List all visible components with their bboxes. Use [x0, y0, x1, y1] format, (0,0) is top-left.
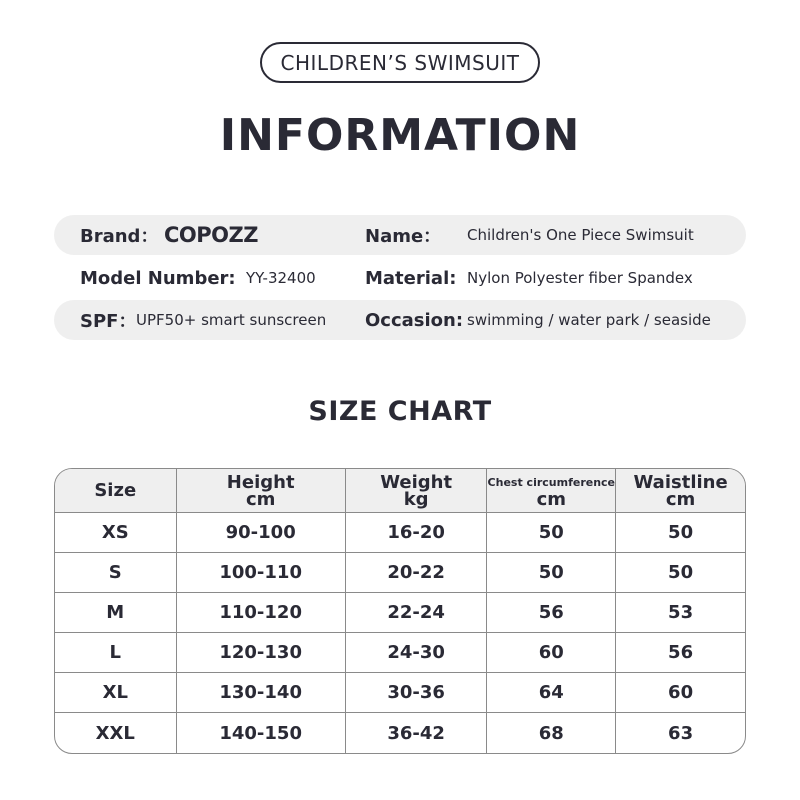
table-row	[55, 713, 745, 753]
occasion-value: swimming / water park / seaside	[467, 311, 711, 329]
weight-cell: 36-42	[346, 713, 488, 753]
header-weight: Weight kg	[346, 469, 488, 513]
table-row	[55, 633, 745, 673]
waistline-cell: 53	[616, 593, 745, 633]
size-chart-table	[54, 468, 746, 754]
weight-cell: 24-30	[346, 633, 488, 673]
size-cell: XL	[55, 673, 177, 713]
model-number-value: YY-32400	[246, 269, 316, 287]
size-chart-header-row	[55, 469, 745, 513]
spf-label: SPF：	[80, 311, 137, 332]
table-row	[55, 553, 745, 593]
header-size: Size	[55, 469, 177, 513]
waistline-cell: 50	[616, 553, 745, 593]
product-category-tag: CHILDREN’S SWIMSUIT	[260, 42, 540, 83]
weight-cell: 16-20	[346, 513, 488, 553]
name-label: Name：	[365, 226, 442, 247]
model-number-label: Model Number:	[80, 267, 236, 289]
height-cell: 130-140	[177, 673, 346, 713]
size-chart-title: SIZE CHART	[308, 396, 492, 427]
size-cell: XS	[55, 513, 177, 553]
chest-cell: 56	[487, 593, 616, 633]
size-cell: M	[55, 593, 177, 633]
brand-label: Brand：	[80, 226, 159, 247]
weight-cell: 30-36	[346, 673, 488, 713]
info-row-brand-name	[54, 215, 746, 255]
size-cell: XXL	[55, 713, 177, 753]
height-cell: 140-150	[177, 713, 346, 753]
info-row-spf-occasion	[54, 300, 746, 340]
height-cell: 100-110	[177, 553, 346, 593]
size-cell: S	[55, 553, 177, 593]
chest-cell: 50	[487, 553, 616, 593]
table-row	[55, 673, 745, 713]
waistline-cell: 63	[668, 722, 694, 744]
chest-cell: 50	[487, 513, 616, 553]
chest-cell: 60	[487, 633, 616, 673]
header-chest-circumference: Chest circumference cm	[487, 469, 616, 513]
table-row	[55, 513, 745, 553]
height-cell: 90-100	[177, 513, 346, 553]
occasion-label: Occasion:	[365, 309, 464, 331]
information-title: INFORMATION	[219, 110, 581, 161]
material-value: Nylon Polyester fiber Spandex	[467, 269, 693, 287]
info-row-model-material	[54, 258, 746, 298]
chest-cell: 64	[487, 673, 616, 713]
waistline-cell: 50	[616, 513, 745, 553]
waistline-cell: 56	[616, 633, 745, 673]
weight-cell: 20-22	[346, 553, 488, 593]
height-cell: 110-120	[177, 593, 346, 633]
size-cell: L	[55, 633, 177, 673]
material-label: Material:	[365, 267, 457, 289]
name-value: Children's One Piece Swimsuit	[467, 226, 694, 244]
brand-logo: COPOZZ	[164, 223, 258, 247]
height-cell: 120-130	[177, 633, 346, 673]
spf-value: UPF50+ smart sunscreen	[136, 311, 327, 329]
waistline-cell: 60	[616, 673, 745, 713]
header-height: Height cm	[177, 469, 346, 513]
chest-cell: 68	[487, 713, 616, 753]
table-row	[55, 593, 745, 633]
weight-cell: 22-24	[346, 593, 488, 633]
header-waistline: Waistline cm	[616, 469, 745, 513]
